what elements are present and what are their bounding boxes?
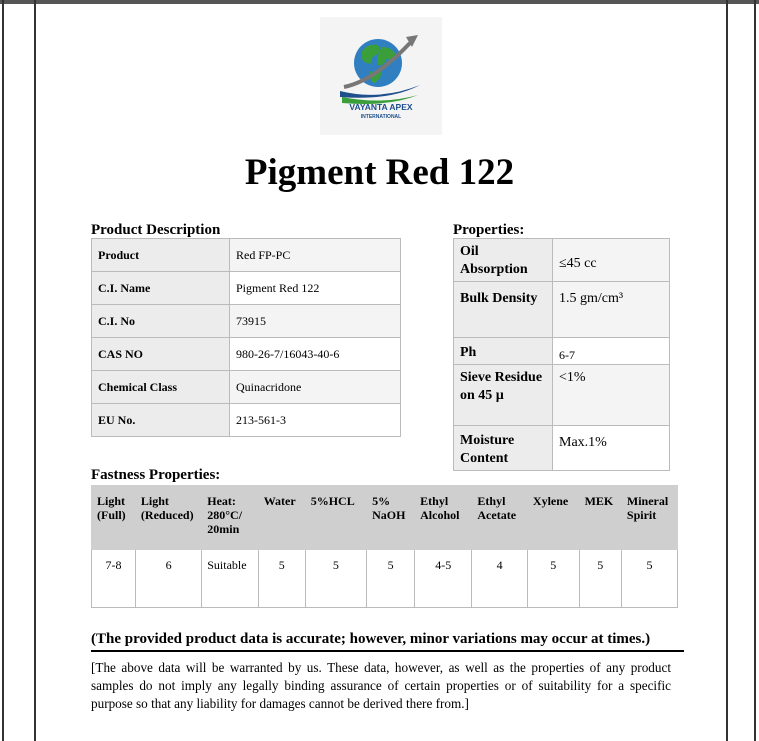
- column-header: Light (Reduced): [135, 486, 201, 550]
- page-border-left: [2, 0, 4, 741]
- page-border-right-inner: [726, 0, 728, 741]
- table-row: [92, 239, 401, 272]
- row-label: Bulk Density: [454, 282, 553, 338]
- table-cell: 4-5: [415, 550, 472, 608]
- row-label: Oil Absorption: [454, 239, 553, 282]
- row-value: Red FP-PC: [230, 239, 401, 272]
- row-value: 980-26-7/16043-40-6: [230, 338, 401, 371]
- row-value: <1%: [553, 365, 670, 426]
- properties-table: [453, 238, 670, 471]
- row-value: 213-561-3: [230, 404, 401, 437]
- product-description-heading: Product Description: [91, 222, 221, 238]
- column-header: 5%HCL: [305, 486, 366, 550]
- table-row: [92, 404, 401, 437]
- table-cell: 5: [579, 550, 621, 608]
- column-header: MEK: [579, 486, 621, 550]
- row-value: Quinacridone: [230, 371, 401, 404]
- table-row: [92, 272, 401, 305]
- row-label: Ph: [454, 338, 553, 365]
- column-header: Light (Full): [92, 486, 136, 550]
- disclaimer-divider: [91, 650, 684, 652]
- table-cell: 7-8: [92, 550, 136, 608]
- table-row: [92, 550, 678, 608]
- fastness-heading: Fastness Properties:: [91, 467, 221, 483]
- row-value: Pigment Red 122: [230, 272, 401, 305]
- table-cell: 6: [135, 550, 201, 608]
- page-border-left-inner: [34, 0, 36, 741]
- row-label: Sieve Residue on 45 µ: [454, 365, 553, 426]
- row-label: Moisture Content: [454, 426, 553, 471]
- page-title: Pigment Red 122: [244, 152, 515, 193]
- table-cell: 4: [472, 550, 528, 608]
- row-label: Product: [92, 239, 230, 272]
- table-cell: 5: [367, 550, 415, 608]
- globe-logo-icon: [320, 17, 442, 135]
- table-cell: 5: [258, 550, 305, 608]
- row-value: 6-7: [553, 338, 670, 365]
- page-top-border: [0, 0, 759, 4]
- table-row: [92, 371, 401, 404]
- properties-heading: Properties:: [453, 222, 525, 238]
- table-row: [454, 239, 670, 282]
- table-row: [92, 338, 401, 371]
- table-header-row: [92, 486, 678, 550]
- page-border-right: [754, 0, 756, 741]
- row-label: EU No.: [92, 404, 230, 437]
- row-label: CAS NO: [92, 338, 230, 371]
- disclaimer-body: [The above data will be warranted by us. These data, however, as well as the properties of any product samples do not imply any legally binding assurance of certain properties or of suitability for a specific purpose so that any liability for damages cannot be derived there from.]: [91, 660, 671, 711]
- column-header: Water: [258, 486, 305, 550]
- logo-brand-text: VAYANTA APEX: [349, 102, 413, 112]
- column-header: Xylene: [527, 486, 579, 550]
- table-cell: 5: [305, 550, 366, 608]
- row-value: Max.1%: [553, 426, 670, 471]
- company-logo: [320, 17, 442, 135]
- logo-sub-text: INTERNATIONAL: [360, 114, 402, 120]
- row-value: ≤45 cc: [553, 239, 670, 282]
- table-row: [454, 426, 670, 471]
- product-description-table: [91, 238, 401, 437]
- column-header: 5% NaOH: [367, 486, 415, 550]
- disclaimer-title: (The provided product data is accurate; however, minor variations may occur at times.): [91, 631, 651, 647]
- row-label: Chemical Class: [92, 371, 230, 404]
- table-cell: 5: [527, 550, 579, 608]
- table-row: [454, 338, 670, 365]
- column-header: Ethyl Acetate: [472, 486, 528, 550]
- column-header: Ethyl Alcohol: [415, 486, 472, 550]
- column-header: Heat: 280°C/ 20min: [202, 486, 258, 550]
- column-header: Mineral Spirit: [621, 486, 677, 550]
- table-row: [454, 365, 670, 426]
- row-label: C.I. Name: [92, 272, 230, 305]
- row-label: C.I. No: [92, 305, 230, 338]
- table-row: [92, 305, 401, 338]
- table-row: [454, 282, 670, 338]
- row-value: 73915: [230, 305, 401, 338]
- fastness-table: [91, 485, 678, 608]
- row-value: 1.5 gm/cm³: [553, 282, 670, 338]
- table-cell: 5: [621, 550, 677, 608]
- table-cell: Suitable: [202, 550, 258, 608]
